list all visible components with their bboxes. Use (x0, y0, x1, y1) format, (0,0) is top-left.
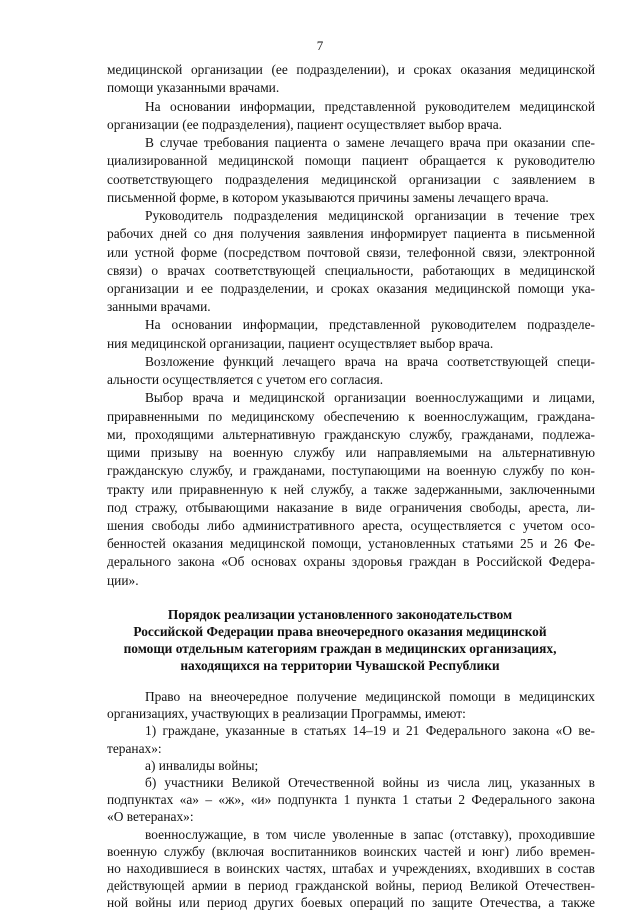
page-number: 7 (316, 38, 324, 53)
text-line: или устной форме (посредством почтовой связи, телефонной связи, электронной (107, 245, 595, 260)
text-line: соответствующего подразделения медицинской организации с заявлением в (107, 172, 595, 187)
text-line: На основании информации, представленной руководителем подразделе- (145, 317, 595, 332)
text-line: альности осуществляется с учетом его согласия. (107, 372, 384, 387)
text-line: подпунктах «а» – «ж», «и» подпункта 1 пункта 1 статьи 2 Федерального закона (107, 792, 595, 808)
text-line: организациях, участвующих в реализации Программы, имеют: (107, 706, 466, 722)
text-line: действующей армии в период гражданской войны, период Великой Отечествен- (107, 878, 595, 894)
text-line: ния медицинской организации, пациент осуществляет выбор врача. (107, 336, 494, 351)
section-heading-line: помощи отдельным категориям граждан в медицинских организациях, (123, 641, 557, 656)
text-line: теранах»: (107, 740, 162, 756)
text-line: рабочих дней со дня получения заявления информирует пациента в письменной (107, 226, 595, 241)
text-line: организации и ее подразделении, и сроках оказания медицинской помощи ука- (107, 281, 595, 296)
text-line: б) участники Великой Отечественной войны из числа лиц, указанных в (145, 775, 595, 790)
text-line: Руководитель подразделения медицинской организации в течение трех (145, 208, 595, 223)
text-line: Выбор врача и медицинской организации военнослужащими и лицами, (145, 390, 595, 405)
text-line: Возложение функций лечащего врача на врача соответствующей специ- (145, 354, 595, 369)
text-line: но находившиеся в воинских частях, штабах и учреждениях, входивших в состав (107, 861, 595, 876)
text-line: занными врачами. (107, 299, 211, 314)
text-line: ции». (107, 573, 139, 588)
text-line: письменной форме, в котором указываются причины замены лечащего врача. (107, 190, 549, 205)
text-line: военнослужащие, в том числе уволенные в запас (отставку), проходившие (145, 826, 595, 842)
text-line: ной войны или период других боевых операций по защите Отечества, а также (107, 895, 595, 911)
text-line: а) инвалиды войны; (145, 757, 259, 773)
text-line: под стражу, отбывающими наказание в виде ограничения свободы, ареста, ли- (107, 500, 595, 515)
text-line: В случае требования пациента о замене лечащего врача при оказании спе- (145, 135, 595, 150)
text-line: связи) о врачах соответствующей специальности, работающих в медицинской (107, 263, 595, 278)
text-line: дерального закона «Об основах охраны здоровья граждан в Российской Федера- (107, 554, 595, 569)
text-line: шения свободы либо административного ареста, осуществляется с учетом осо- (107, 518, 595, 533)
text-line: медицинской организации (ее подразделении), и сроках оказания медицинской (107, 62, 595, 77)
text-line: щими призыву на военную службу или направляемыми на альтернативную (107, 445, 595, 460)
text-line: 1) граждане, указанные в статьях 14–19 и 21 Федерального закона «О ве- (145, 723, 595, 739)
text-line: циализированной медицинской помощи пациент обращается к руководителю (107, 153, 595, 168)
text-line: гражданскую службу, и гражданами, поступающими на военную службу по кон- (107, 463, 595, 478)
section-heading-line: Российской Федерации права внеочередного оказания медицинской (133, 624, 547, 639)
section-heading-line: находящихся на территории Чувашской Республики (180, 658, 500, 673)
text-line: «О ветеранах»: (107, 809, 194, 825)
text-line: На основании информации, представленной руководителем медицинской (145, 99, 595, 114)
text-line: помощи указанными врачами. (107, 80, 280, 95)
section-heading-line: Порядок реализации установленного законодательством (167, 607, 513, 622)
text-line: военную службу (включая воспитанников воинских частей и юнг) либо времен- (107, 843, 595, 859)
text-line: тракту или приравненную к ней службу, а также задержанными, заключенными (107, 482, 595, 497)
text-line: бенностей оказания медицинской помощи, установленных статьями 25 и 26 Фе- (107, 536, 595, 551)
text-line: приравненными по медицинскому обеспечению к военнослужащим, граждана- (107, 409, 595, 424)
text-line: ми, проходящими альтернативную гражданскую службу, гражданами, подлежа- (107, 427, 595, 442)
text-line: организации (ее подразделения), пациент осуществляет выбор врача. (107, 117, 503, 132)
text-line: Право на внеочередное получение медицинской помощи в медицинских (145, 689, 595, 704)
